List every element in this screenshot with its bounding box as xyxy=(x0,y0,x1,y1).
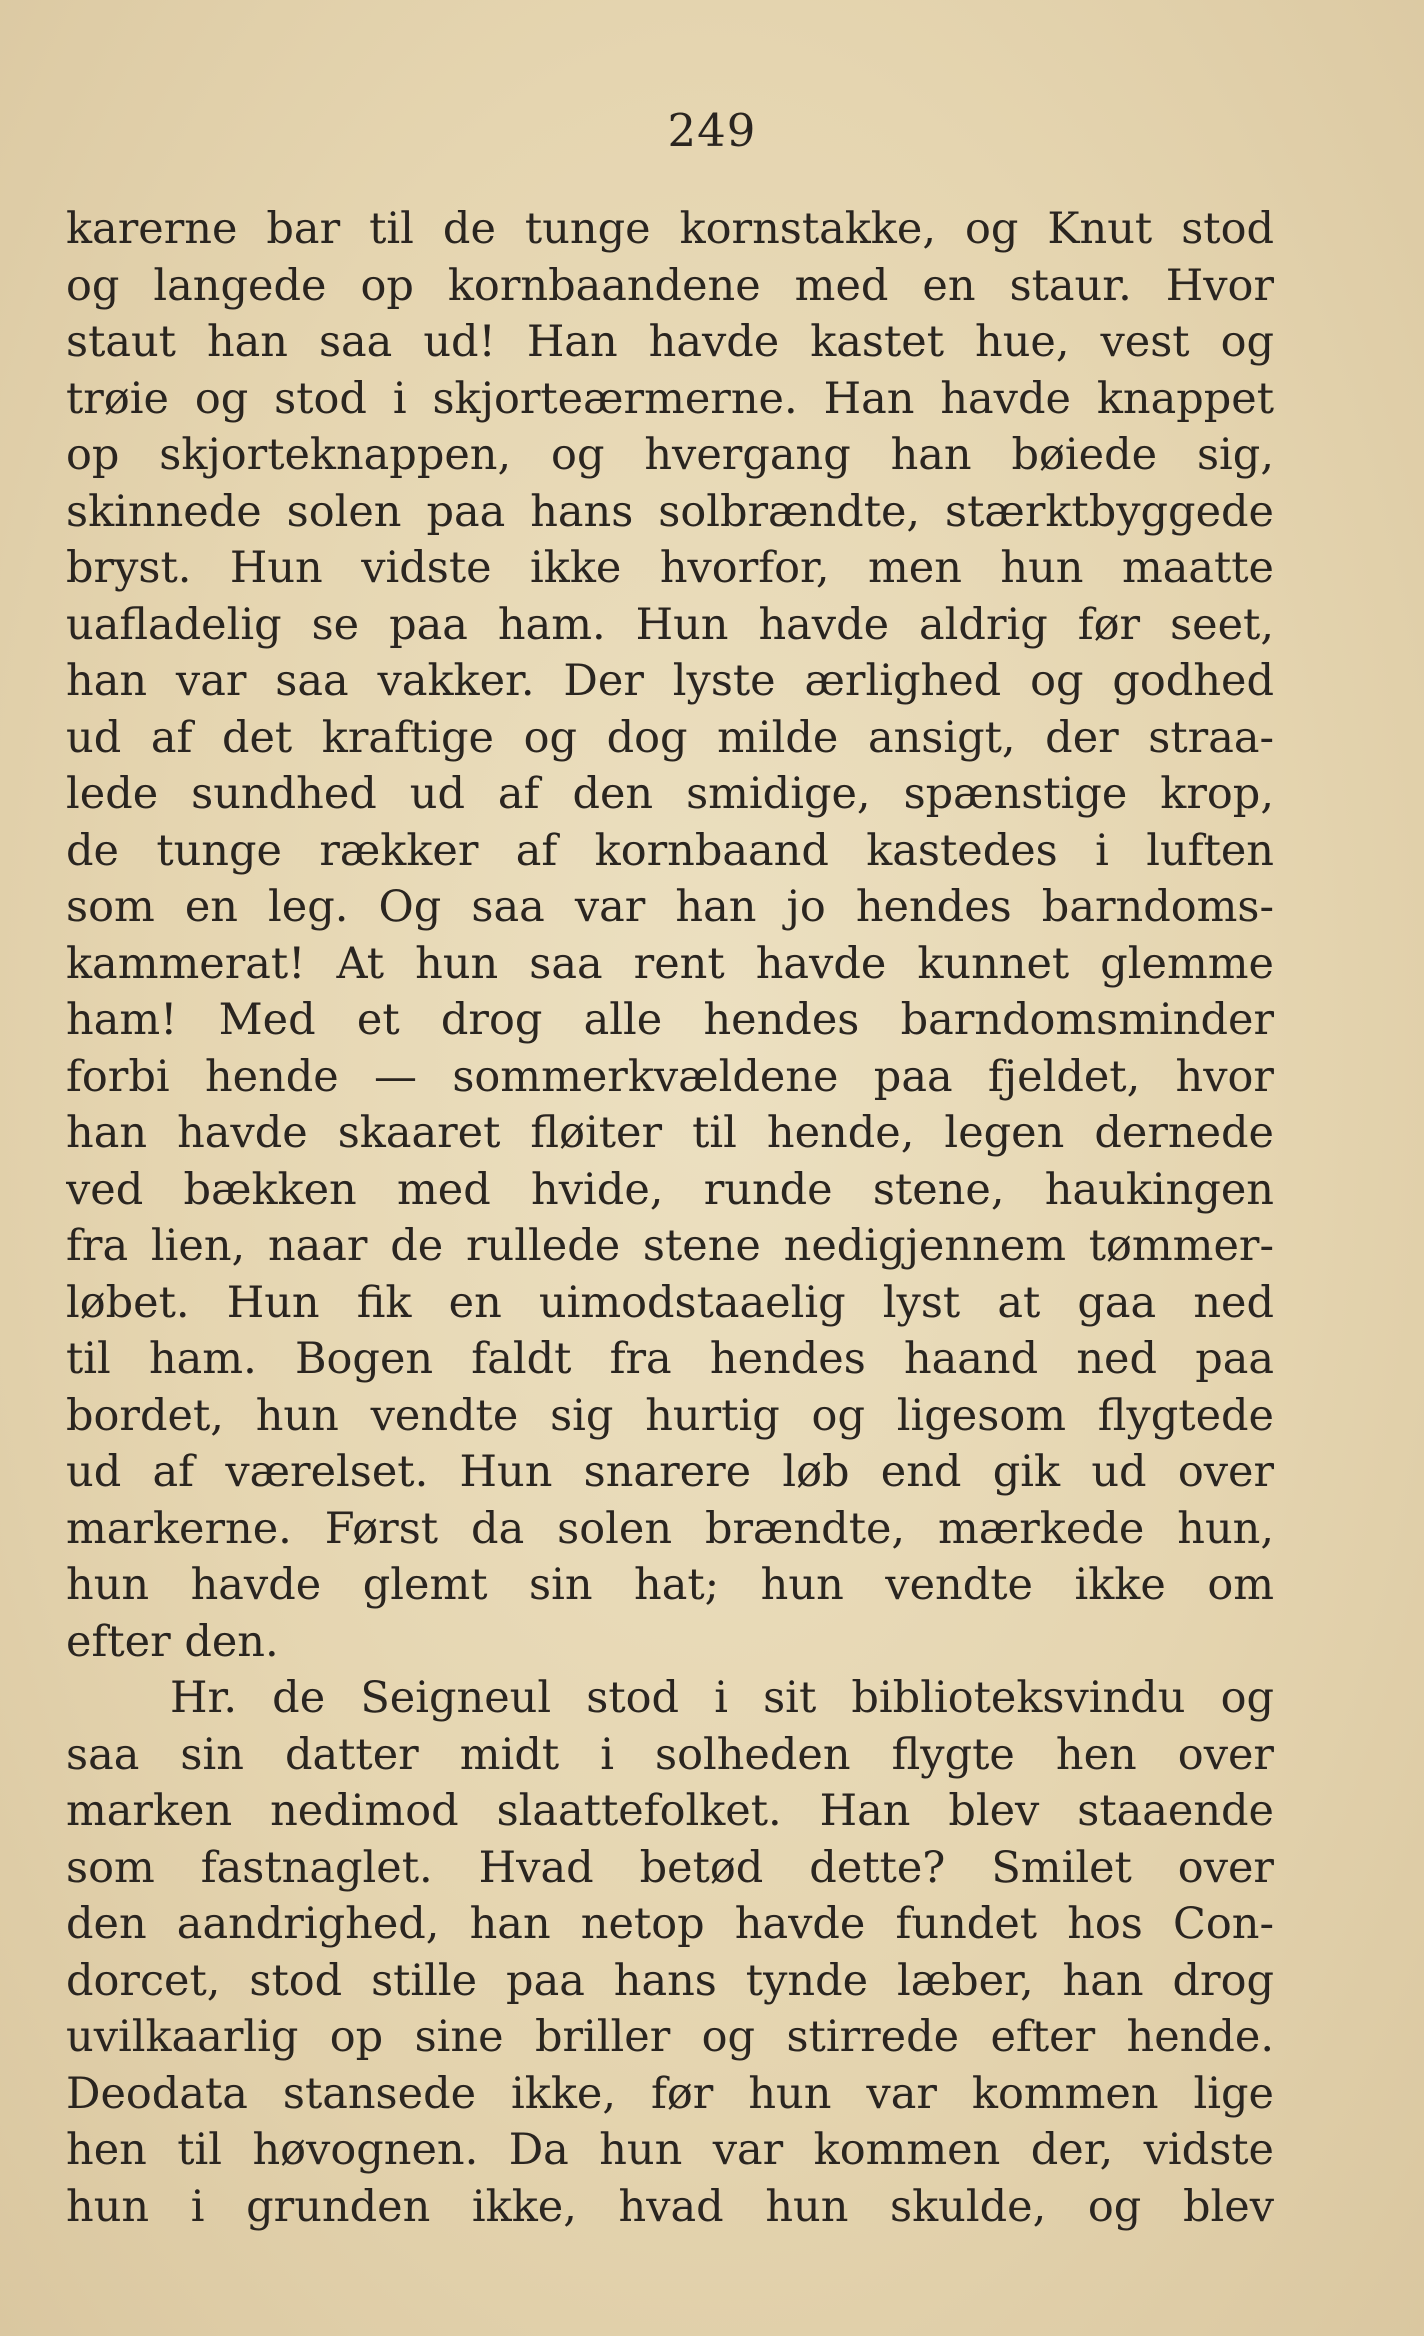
text-line: ham! Med et drog alle hendes barndomsminder xyxy=(66,995,1274,1045)
text-line: kammerat! At hun saa rent havde kunnet glemme xyxy=(66,938,1274,989)
text-line: den aandrighed, han netop havde fundet hos Con- xyxy=(66,1899,1274,1949)
text-line: bryst. Hun vidste ikke hvorfor, men hun maatte xyxy=(66,543,1274,593)
text-line: som en leg. Og saa var han jo hendes barndoms- xyxy=(66,882,1274,932)
text-line: saa sin datter midt i solheden flygte hen over xyxy=(66,1729,1274,1780)
text-line: uafladelig se paa ham. Hun havde aldrig før seet, xyxy=(66,599,1274,650)
text-line: staut han saa ud! Han havde kastet hue, vest og xyxy=(66,317,1274,367)
text-line: op skjorteknappen, og hvergang han bøiede sig, xyxy=(66,430,1274,480)
text-line: til ham. Bogen faldt fra hendes haand ned paa xyxy=(66,1334,1274,1384)
text-line: de tunge rækker af kornbaand kastedes i luften xyxy=(66,825,1274,876)
text-line: hun havde glemt sin hat; hun vendte ikke om xyxy=(66,1560,1274,1610)
page-number: 249 xyxy=(667,104,757,157)
body-text xyxy=(66,201,1274,2235)
text-line: efter den. xyxy=(66,1616,279,1667)
text-line: hen til høvognen. Da hun var kommen der, vidste xyxy=(66,2125,1274,2175)
text-line: ved bækken med hvide, runde stene, haukingen xyxy=(66,1164,1274,1215)
text-line: uvilkaarlig op sine briller og stirrede efter hende. xyxy=(66,2012,1274,2062)
text-line: skinnede solen paa hans solbrændte, stærktbyggede xyxy=(66,486,1274,537)
text-line: marken nedimod slaattefolket. Han blev staaende xyxy=(66,1786,1274,1836)
text-line: markerne. Først da solen brændte, mærkede hun, xyxy=(66,1503,1274,1554)
text-line: som fastnaglet. Hvad betød dette? Smilet over xyxy=(66,1842,1274,1893)
text-line: Hr. de Seigneul stod i sit biblioteksvindu og xyxy=(170,1673,1274,1723)
text-line: ud af det kraftige og dog milde ansigt, der straa- xyxy=(66,712,1274,763)
text-line: fra lien, naar de rullede stene nedigjennem tømmer- xyxy=(66,1221,1274,1271)
text-line: løbet. Hun fik en uimodstaaelig lyst at gaa ned xyxy=(66,1277,1274,1328)
text-line: hun i grunden ikke, hvad hun skulde, og blev xyxy=(66,2181,1274,2232)
text-line: han var saa vakker. Der lyste ærlighed og godhed xyxy=(66,656,1274,706)
text-line: bordet, hun vendte sig hurtig og ligesom flygtede xyxy=(66,1390,1274,1441)
text-line: dorcet, stod stille paa hans tynde læber, han drog xyxy=(66,1955,1274,2006)
text-line: ud af værelset. Hun snarere løb end gik ud over xyxy=(66,1447,1274,1497)
text-line: han havde skaaret fløiter til hende, legen dernede xyxy=(66,1108,1274,1158)
text-line: lede sundhed ud af den smidige, spænstige krop, xyxy=(66,769,1274,819)
text-line: forbi hende — sommerkvældene paa fjeldet, hvor xyxy=(66,1051,1274,1102)
text-line: Deodata stansede ikke, før hun var kommen lige xyxy=(66,2068,1274,2119)
text-line: karerne bar til de tunge kornstakke, og Knut stod xyxy=(66,204,1274,254)
text-line: og langede op kornbaandene med en staur. Hvor xyxy=(66,260,1274,311)
text-line: trøie og stod i skjorteærmerne. Han havde knappet xyxy=(66,373,1274,424)
